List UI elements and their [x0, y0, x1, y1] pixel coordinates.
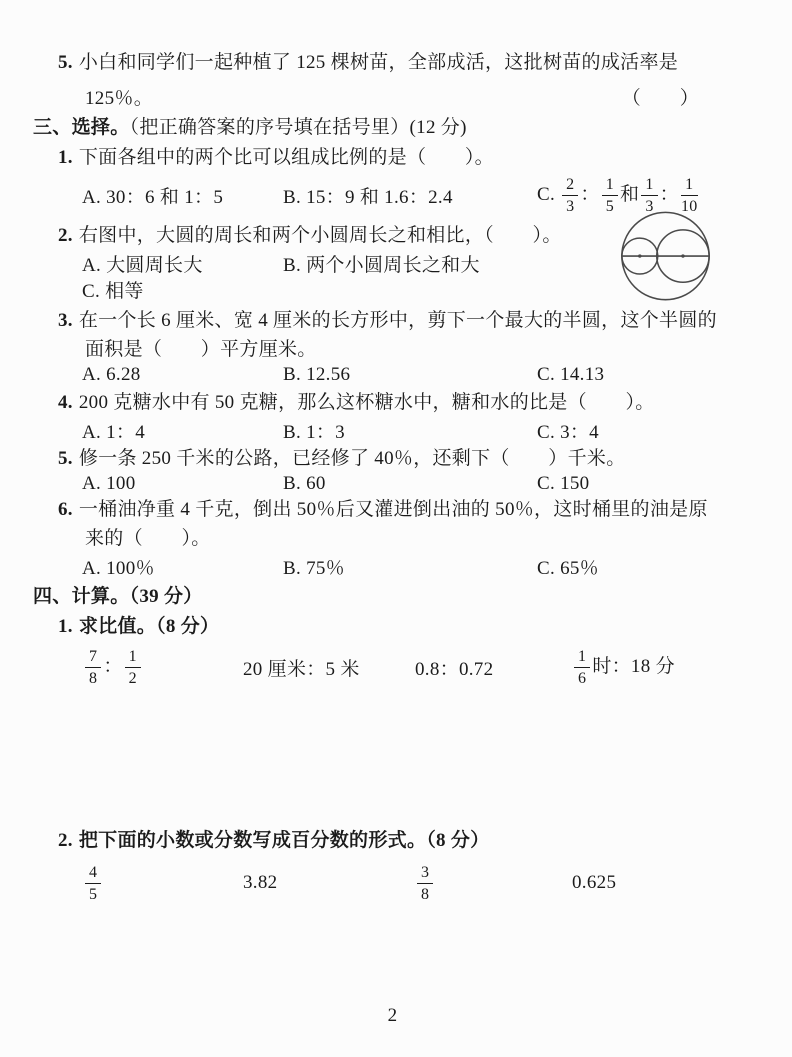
option-c: C. 65％ [537, 558, 599, 579]
fraction-four-fifths: $\frac{4}{5}$ [85, 863, 101, 904]
question-text-continued: 125％。 [85, 88, 154, 109]
left-center-dot [638, 254, 641, 257]
calc1-item-1 [83, 647, 243, 688]
option-a: A. 1：4 [82, 422, 146, 443]
circles-diagram-svg [617, 209, 714, 307]
q6-options [82, 553, 752, 580]
fraction-seven-eighths: $\frac{7}{8}$ [85, 647, 101, 688]
question-number: 2. [58, 830, 73, 851]
q5-options [82, 473, 752, 495]
question-text: 求比值。（8 分） [78, 616, 220, 637]
question-text: 下面各组中的两个比可以组成比例的是（ ）。 [78, 147, 494, 168]
section4-title: 四、计算。 [33, 586, 130, 607]
option-b: B. 1：3 [283, 422, 345, 443]
section3-note: （把正确答案的序号填在括号里）(12 分) [129, 117, 467, 138]
question-text-continued: 面积是（ ）平方厘米。 [85, 339, 317, 360]
judge-question-5-line2 [85, 84, 699, 113]
right-center-dot [681, 254, 684, 257]
question-number: 3. [58, 310, 73, 331]
calc1-item-2: 20 厘米：5 米 [243, 658, 360, 680]
calc2-items [83, 855, 752, 911]
judge-question-5 [58, 48, 752, 77]
choice-question-6 [58, 495, 752, 524]
colon: ： [659, 183, 679, 205]
option-c: C. 相等 [82, 281, 144, 302]
option-c-label: C. [537, 183, 556, 205]
colon: ： [103, 655, 123, 677]
question-text-continued: 来的（ ）。 [85, 528, 211, 549]
question-number: 1. [58, 616, 73, 637]
question-number: 5. [58, 448, 73, 469]
fraction-one-third: $\frac{1}{3}$ [641, 175, 657, 216]
option-c: C. 150 [537, 473, 590, 494]
option-a: A. 30：6 和 1：5 [82, 186, 224, 208]
question-text: 小白和同学们一起种植了 125 棵树苗，全部成活，这批树苗的成活率是 [78, 52, 679, 73]
option-b: B. 60 [283, 473, 326, 494]
calc2-item-4: 0.625 [572, 872, 617, 893]
question-text: 一桶油净重 4 千克，倒出 50％后又灌进倒出油的 50％，这时桶里的油是原 [78, 499, 708, 520]
choice-question-1 [58, 143, 752, 172]
option-b: B. 两个小圆周长之和大 [283, 255, 480, 276]
option-c: C. 3：4 [537, 422, 599, 443]
calc2-item-3 [415, 863, 572, 904]
fraction-two-thirds: $\frac{2}{3}$ [562, 175, 578, 216]
fraction-three-eighths: $\frac{3}{8}$ [417, 863, 433, 904]
section4-heading [33, 582, 752, 611]
question-number: 5. [58, 52, 73, 73]
option-a: A. 6.28 [82, 364, 141, 385]
and-word: 和 [620, 183, 640, 205]
question-text: 在一个长 6 厘米、宽 4 厘米的长方形中，剪下一个最大的半圆，这个半圆的 [78, 310, 717, 331]
page-number: 2 [387, 1005, 398, 1026]
calc-question-1 [58, 612, 752, 641]
option-b: B. 12.56 [283, 364, 351, 385]
calc1-item-4 [572, 647, 752, 688]
question-number: 6. [58, 499, 73, 520]
item-text: 时：18 分 [592, 655, 675, 677]
calc2-item-2: 3.82 [243, 872, 278, 893]
question-number: 1. [58, 147, 73, 168]
question-text: 200 克糖水中有 50 克糖，那么这杯糖水中，糖和水的比是（ ）。 [78, 392, 655, 413]
question-text: 修一条 250 千米的公路，已经修了 40％，还剩下（ ）千米。 [78, 448, 626, 469]
question-number: 2. [58, 225, 73, 246]
fraction-one-sixth: $\frac{1}{6}$ [574, 647, 590, 688]
q3-options [82, 364, 752, 386]
q4-options [82, 417, 752, 444]
option-c: C. 14.13 [537, 364, 605, 385]
section4-note: （39 分） [129, 586, 203, 607]
choice-question-4 [58, 388, 752, 417]
colon: ： [580, 183, 600, 205]
question-number: 4. [58, 392, 73, 413]
answer-bracket: （ ） [621, 88, 699, 109]
section3-heading [33, 113, 752, 142]
section3-title: 三、选择。 [33, 117, 130, 138]
calc2-item-1 [83, 863, 243, 904]
circles-figure [617, 209, 714, 313]
calc-question-2 [58, 826, 752, 855]
option-b: B. 75％ [283, 558, 345, 579]
option-a: A. 100％ [82, 558, 155, 579]
fraction-one-fifth: $\frac{1}{5}$ [602, 175, 618, 216]
option-a: A. 100 [82, 473, 136, 494]
question-text: 右图中，大圆的周长和两个小圆周长之和相比，（ ）。 [78, 225, 562, 246]
calc1-item-3: 0.8：0.72 [415, 658, 494, 680]
choice-question-5 [58, 444, 752, 473]
option-b: B. 15：9 和 1.6：2.4 [283, 186, 453, 208]
fraction-one-half: $\frac{1}{2}$ [125, 647, 141, 688]
question-text: 把下面的小数或分数写成百分数的形式。（8 分） [78, 830, 490, 851]
calc1-items [83, 641, 752, 693]
fraction-one-tenth: $\frac{1}{10}$ [680, 175, 698, 215]
option-a: A. 大圆周长大 [82, 255, 203, 276]
